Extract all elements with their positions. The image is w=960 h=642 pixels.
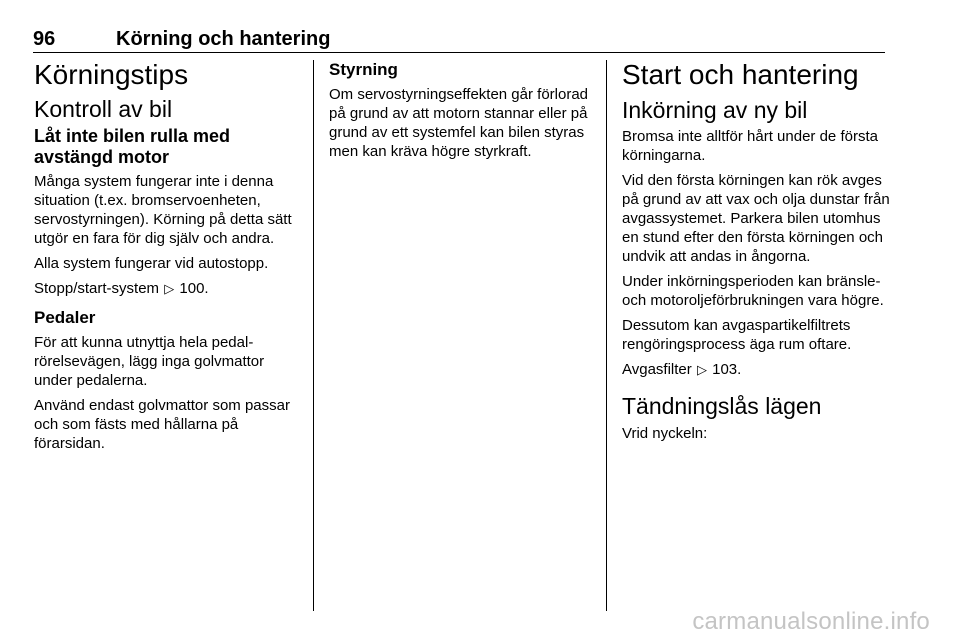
topic-heading-pedals: Pedaler xyxy=(34,307,96,327)
paragraph-filter-cleaning: Dessutom kan avgaspartikelfiltrets rengöringsprocess äga rum oftare. xyxy=(622,317,852,354)
paragraph-smoke: Vid den första körningen kan rök avges på grund av att vax och olja dunstar från avgassystemet. Parkera bilen utomhus en stund efter den första körningen och undvik att andas in ångorna. xyxy=(622,172,890,266)
cross-reference-label: Avgasfilter xyxy=(622,361,692,379)
section-heading-driving-tips: Körningstips xyxy=(34,59,189,90)
chapter-title: Körning och hantering xyxy=(116,28,331,50)
subsection-heading-break-in: Inkörning av ny bil xyxy=(622,96,808,123)
column-left xyxy=(34,60,304,459)
paragraph-floor-mats: Använd endast golvmattor som passar och som fästs med hållarna på förarsidan. xyxy=(34,397,290,452)
page-reference-arrow-icon: ▷ xyxy=(696,362,707,378)
paragraph-power-steering: Om servostyrningseffekten går förlorad på grund av att motorn stannar eller på grund av ett systemfel kan bilen styras men kan kräva högre styrkraft. xyxy=(329,86,589,161)
subsection-heading-vehicle-control: Kontroll av bil xyxy=(34,95,173,122)
paragraph-autostop: Alla system fungerar vid autostopp. xyxy=(34,254,269,272)
column-right xyxy=(622,60,890,449)
paragraph-turn-key: Vrid nyckeln: xyxy=(622,424,708,442)
cross-reference-page: 100. xyxy=(179,279,209,297)
page-header xyxy=(33,28,885,54)
section-heading-start-handling: Start och hantering xyxy=(622,59,859,90)
page-number: 96 xyxy=(33,28,56,50)
topic-heading-engine-off: Låt inte bilen rulla med avstängd motor xyxy=(34,126,231,167)
column-divider-1 xyxy=(313,60,314,611)
watermark-text: carmanualsonline.info xyxy=(692,608,930,635)
paragraph-consumption: Under inkörningsperioden kan bränsle- och motoroljeförbrukningen vara högre. xyxy=(622,273,884,310)
cross-reference-stop-start[interactable] xyxy=(34,279,304,298)
topic-heading-steering: Styrning xyxy=(329,60,398,79)
cross-reference-exhaust-filter[interactable] xyxy=(622,360,890,379)
paragraph-pedal-travel: För att kunna utnyttja hela pedalrörelsevägen, lägg inga golvmattor under pedalerna. xyxy=(34,334,265,389)
paragraph-brake-gently: Bromsa inte alltför hårt under de första körningarna. xyxy=(622,128,878,165)
column-divider-2 xyxy=(606,60,607,611)
subsection-heading-ignition-positions: Tändningslås lägen xyxy=(622,393,822,420)
column-middle xyxy=(329,60,597,167)
header-rule xyxy=(33,52,885,53)
page-reference-arrow-icon: ▷ xyxy=(164,280,175,296)
paragraph-systems-warning: Många system fungerar inte i denna situation (t.ex. bromservoenheten, servostyrningen). Körning på detta sätt utgör en fara för dig själv och andra. xyxy=(34,172,292,247)
cross-reference-page: 103. xyxy=(712,361,742,379)
cross-reference-label: Stopp/start-system xyxy=(34,279,160,297)
